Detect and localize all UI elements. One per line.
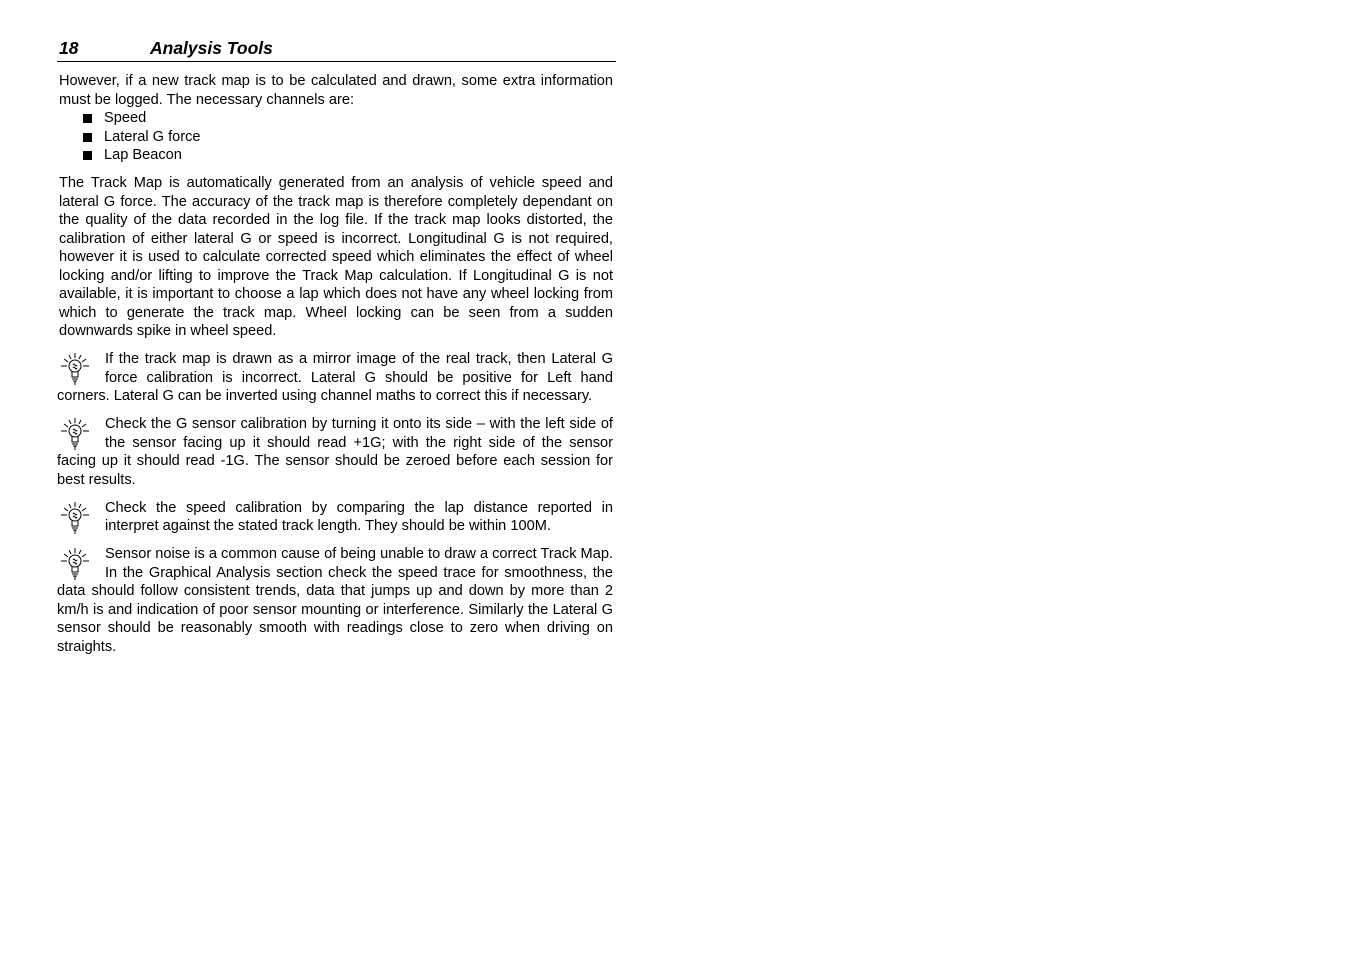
main-paragraph: The Track Map is automatically generated from an analysis of vehicle speed and lateral G force. The accuracy of the track map is therefore completely dependant on the quality of the data recorded in the log file. If the track map looks distorted, the calibration of either lateral G or speed is incorrect. Longitudinal G is not required, however it is used to calculate corrected speed which eliminates the effect of wheel locking and/or lifting to improve the Track Map calculation. If Longitudinal G is not available, it is important to choose a lap which does not have any wheel locking from which to generate the track map. Wheel locking can be seen from a sudden downwards spike in wheel speed.	[59, 175, 613, 339]
lightbulb-icon	[59, 500, 93, 536]
tip-note	[57, 415, 616, 489]
document-page	[57, 36, 616, 656]
lightbulb-icon	[59, 416, 93, 452]
page-header	[57, 36, 616, 62]
lightbulb-icon	[59, 546, 93, 582]
square-bullet-icon	[83, 114, 92, 123]
tip-note	[57, 545, 616, 656]
list-item	[57, 109, 616, 128]
tip-text: Check the G sensor calibration by turning it onto its side – with the left side of the sensor facing up it should read +1G; with the right side of the sensor facing up it should read -1G. The sensor should be zeroed before each session for best results.	[57, 416, 613, 488]
square-bullet-icon	[83, 151, 92, 160]
section-title: Analysis Tools	[150, 38, 273, 58]
lightbulb-icon	[59, 351, 93, 387]
tip-text: Check the speed calibration by comparing the lap distance reported in interpret against the stated track length. They should be within 100M.	[105, 499, 613, 534]
channel-label: Lap Beacon	[104, 147, 182, 163]
list-item	[57, 128, 616, 147]
channel-label: Speed	[104, 110, 147, 126]
tip-text: Sensor noise is a common cause of being unable to draw a correct Track Map. In the Graphical Analysis section check the speed trace for smoothness, the data should follow consistent trends, data that jumps up and down by more than 2 km/h is and indication of poor sensor mounting or interference. Similarly the Lateral G sensor should be reasonably smooth with readings close to zero when driving on straights.	[57, 546, 613, 655]
channel-list	[57, 109, 616, 165]
page-number: 18	[59, 38, 79, 58]
tip-note	[57, 499, 616, 536]
tip-note	[57, 350, 616, 406]
list-item	[57, 146, 616, 165]
channel-label: Lateral G force	[104, 128, 201, 145]
tip-text: If the track map is drawn as a mirror image of the real track, then Lateral G force calibration is incorrect. Lateral G should be positive for Left hand corners. Lateral G can be inverted using channel maths to correct this if necessary.	[57, 351, 613, 404]
intro-paragraph: However, if a new track map is to be calculated and drawn, some extra information must be logged. The necessary channels are:	[59, 73, 613, 108]
square-bullet-icon	[83, 133, 92, 142]
